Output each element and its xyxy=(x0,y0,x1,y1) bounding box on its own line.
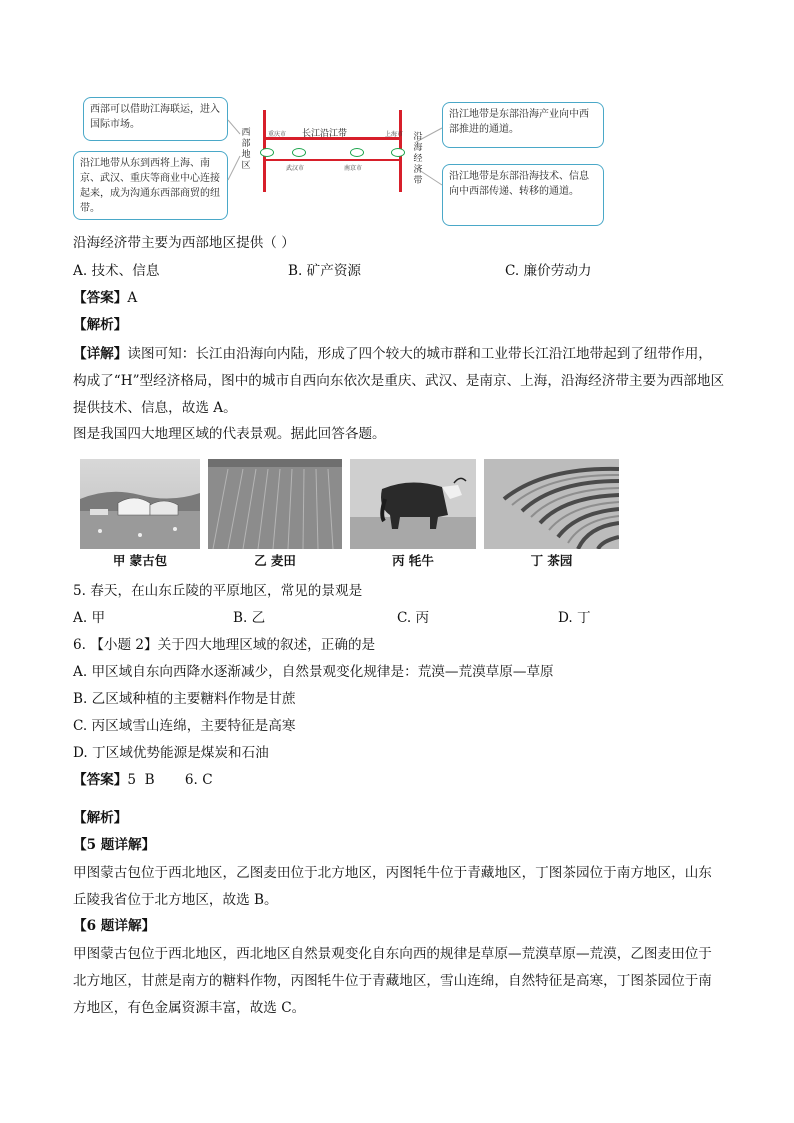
city-marker-wuhan xyxy=(292,148,306,157)
q5-detail-text: 甲图蒙古包位于西北地区，乙图麦田位于北方地区，丙图牦牛位于青藏地区，丁图茶园位于南方地区，山东丘陵我省位于北方地区，故选 B。 xyxy=(73,865,712,908)
q4-stem: 沿海经济带主要为西部地区提供（ ） xyxy=(73,235,295,251)
q5-option-d: D. 丁 xyxy=(558,610,591,626)
q6-option-b: B. 乙区域种植的主要糖料作物是甘蔗 xyxy=(73,691,296,707)
q6-detail-label: 【6 题详解】 xyxy=(73,918,156,934)
west-region-label: 西部地区 xyxy=(241,128,251,171)
q4-answer xyxy=(73,288,137,308)
answer-label: 【答案】 xyxy=(73,290,128,306)
q6-detail-text: 甲图蒙古包位于西北地区，西北地区自然景观变化自东向西的规律是草原—荒漠草原—荒漠，乙图麦田位于北方地区，甘蔗是南方的糖料作物，丙图牦牛位于青藏地区，雪山连绵，自然特征是高寒，丁图茶园位于南方地区，有色金属资源丰富，故选 C。 xyxy=(73,946,712,1016)
q5-stem: 5. 春天，在山东丘陵的平原地区，常见的景观是 xyxy=(73,583,363,599)
answers-5-6 xyxy=(73,770,213,790)
detail-label: 【详解】 xyxy=(73,346,128,362)
yangtze-belt-label: 长江沿江带 xyxy=(302,129,348,139)
q6-option-a: A. 甲区域自东向西降水逐渐减少，自然景观变化规律是：荒漠—荒漠草原—草原 xyxy=(73,664,554,680)
caption-wheat: 乙 麦田 xyxy=(254,553,296,568)
city-nanjing: 南京市 xyxy=(344,165,363,172)
q5-option-a: A. 甲 xyxy=(73,610,106,626)
city-marker-chongqing xyxy=(260,148,274,157)
city-marker-shanghai xyxy=(391,148,405,157)
city-shanghai: 上海市 xyxy=(385,131,404,138)
answers-value: 5 B 6. C xyxy=(127,772,213,788)
city-wuhan: 武汉市 xyxy=(286,165,305,172)
photo-yak xyxy=(350,459,476,549)
photo-tea-garden xyxy=(484,459,619,549)
q5-option-c: C. 丙 xyxy=(397,610,430,626)
q5-detail-label: 【5 题详解】 xyxy=(73,837,156,853)
q4-analysis-label: 【解析】 xyxy=(73,317,128,333)
q4-detail xyxy=(73,341,725,422)
city-marker-nanjing xyxy=(350,148,364,157)
caption-tea: 丁 茶园 xyxy=(530,553,573,568)
caption-yak: 丙 牦牛 xyxy=(392,553,434,568)
q6-option-c: C. 丙区域雪山连绵，主要特征是高寒 xyxy=(73,718,296,734)
intro-text: 图是我国四大地理区域的代表景观。据此回答各题。 xyxy=(73,426,386,442)
note-bottom-left: 沿江地带从东到西将上海、南京、武汉、重庆等商业中心连接起来，成为沟通东西部商贸的纽带。 xyxy=(73,151,228,220)
detail-text: 读图可知：长江由沿海向内陆，形成了四个较大的城市群和工业带长江沿江地带起到了纽带作用，构成了“H”型经济格局，图中的城市自西向东依次是重庆、武汉、是南京、上海，沿海经济带主要为西部地区提供技术、信息，故选 A。 xyxy=(73,346,725,416)
analysis2-label: 【解析】 xyxy=(73,810,128,826)
yangtze-river-line xyxy=(263,159,402,161)
photo-mongolian-yurt xyxy=(80,459,200,549)
note-top-right: 沿江地带是东部沿海产业向中西部推进的通道。 xyxy=(442,102,604,148)
caption-yurt: 甲 蒙古包 xyxy=(112,553,168,568)
answer-value: A xyxy=(127,290,138,306)
q6-option-d: D. 丁区域优势能源是煤炭和石油 xyxy=(73,745,269,761)
note-top-left: 西部可以借助江海联运，进入国际市场。 xyxy=(83,97,228,141)
q4-option-b: B. 矿产资源 xyxy=(288,263,362,279)
photo-wheat-field xyxy=(208,459,342,549)
q6-stem: 6. 【小题 2】关于四大地理区域的叙述，正确的是 xyxy=(73,637,376,653)
city-chongqing: 重庆市 xyxy=(268,131,287,138)
answers-label: 【答案】 xyxy=(73,772,128,788)
q4-option-c: C. 廉价劳动力 xyxy=(505,263,592,279)
coast-belt-label: 沿海经济带 xyxy=(413,132,423,186)
q4-option-a: A. 技术、信息 xyxy=(73,263,160,279)
note-bottom-right: 沿江地带是东部沿海技术、信息向中西部传递、转移的通道。 xyxy=(442,164,604,226)
q5-option-b: B. 乙 xyxy=(233,610,266,626)
